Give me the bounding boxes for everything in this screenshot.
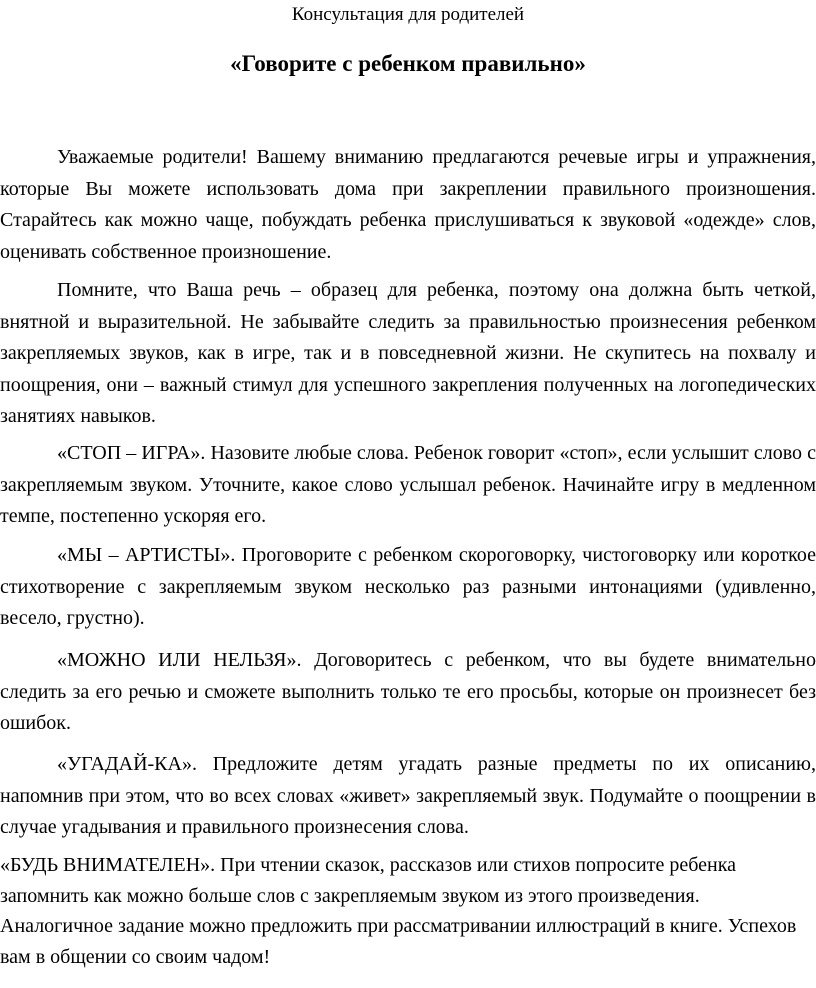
paragraph-game-stop: «СТОП – ИГРА». Назовите любые слова. Ребенок говорит «стоп», если услышит слово с закрепляемым звуком. Уточните, какое слово услышал ребенок. Начинайте игру в медленном темпе, постепенно ускоряя его. (0, 442, 816, 527)
document-title: «Говорите с ребенком правильно» (230, 51, 586, 76)
document-subtitle: Консультация для родителей (291, 4, 525, 25)
paragraph-reminder: Помните, что Ваша речь – образец для ребенка, поэтому она должна быть четкой, внятной и выразительной. Не забывайте следить за правильностью произнесения ребенком закрепляемых звуков, как в игре, так и в повседневной жизни. Не скупитесь на похвалу и поощрения, они – важный стимул для успешного закрепления полученных на логопедических занятиях навыков. (0, 279, 816, 427)
paragraph-game-allowed: «МОЖНО ИЛИ НЕЛЬЗЯ». Договоритесь с ребенком, что вы будете внимательно следить за его речью и сможете выполнить только те его просьбы, которые он произнесет без ошибок. (0, 649, 816, 734)
paragraph-intro: Уважаемые родители! Вашему вниманию предлагаются речевые игры и упражнения, которые Вы можете использовать дома при закреплении правильного произношения. Старайтесь как можно чаще, побуждать ребенка прислушиваться к звуковой «одежде» слов, оценивать собственное произношение. (0, 146, 816, 263)
paragraph-game-artists: «МЫ – АРТИСТЫ». Проговорите с ребенком скороговорку, чистоговорку или короткое стихотворение с закрепляемым звуком несколько раз разными интонациями (удивленно, весело, грустно). (0, 544, 816, 629)
paragraph-game-attentive: «БУДЬ ВНИМАТЕЛЕН». При чтении сказок, рассказов или стихов попросите ребенка запомнить как можно больше слов с закрепляемым звуком из этого произведения. Аналогичное задание можно предложить при рассматривании иллюстраций в книге. Успехов вам в общении со своим чадом! (0, 854, 797, 968)
paragraph-game-guess: «УГАДАЙ-КА». Предложите детям угадать разные предметы по их описанию, напомнив при этом, что во всех словах «живет» закрепляемый звук. Подумайте о поощрении в случае угадывания и правильного произнесения слова. (0, 753, 816, 838)
